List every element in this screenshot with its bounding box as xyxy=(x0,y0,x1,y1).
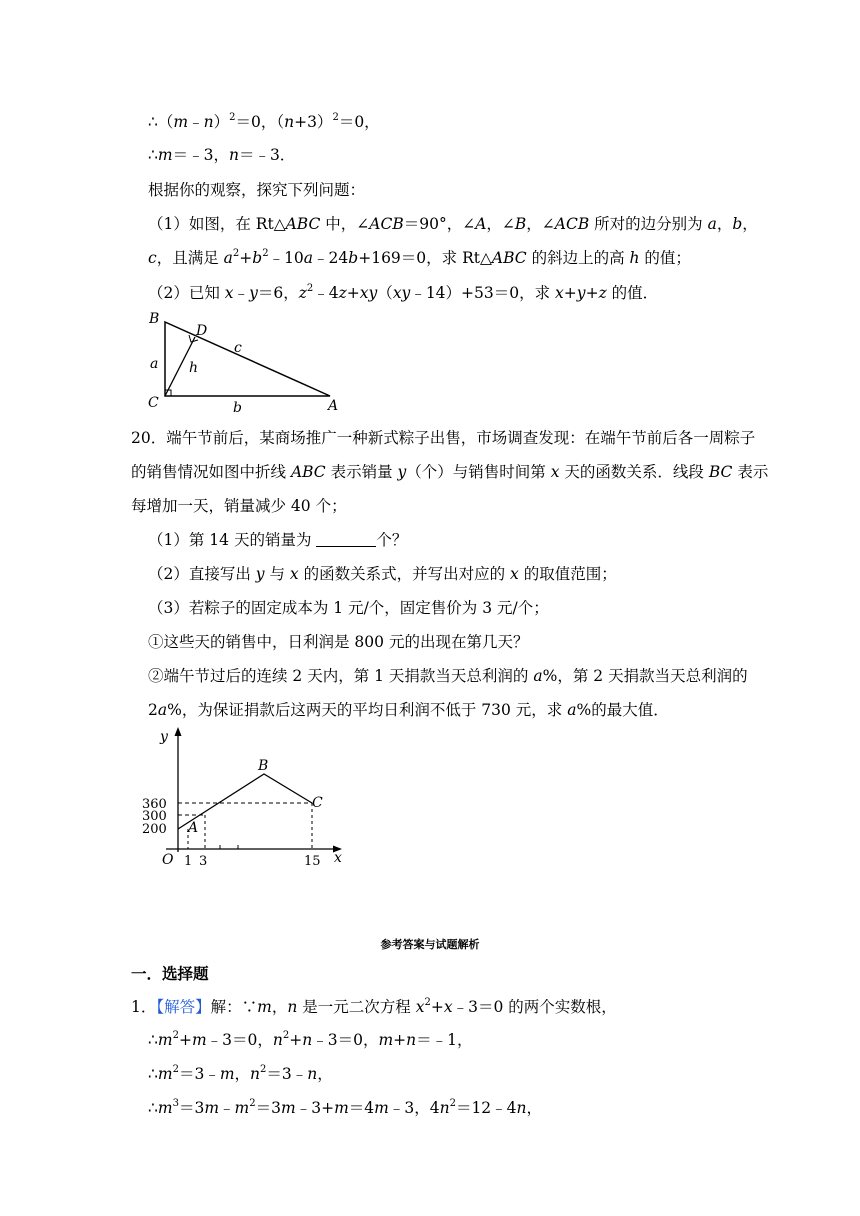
vertex-b-label: B xyxy=(149,311,160,327)
x-tick-label: 3 xyxy=(199,854,208,869)
q20-text-line: ②端午节过后的连续 2 天内，第 1 天捐款当天总利润的 a%，第 2 天捐款当天总利润的 xyxy=(148,667,748,685)
point-c-label: C xyxy=(312,795,323,811)
altitude-h-label: h xyxy=(189,360,199,376)
answer-blank xyxy=(316,532,376,547)
x-tick-label: 1 xyxy=(184,854,193,869)
answer-tag: 【解答】 xyxy=(156,998,211,1016)
answer-line: 1．【解答】解：∵m，n 是一元二次方程 $x^2+x﹣3=0$ 的两个实数根， xyxy=(131,997,617,1016)
answer-line: $\therefore m^2=3﹣m$，$n^2=3﹣n$， xyxy=(148,1064,333,1083)
q20-text-line: （2）直接写出 y 与 x 的函数关系式，并写出对应的 x 的取值范围； xyxy=(148,565,617,583)
text-line: ∴m＝﹣3，n＝﹣3． xyxy=(148,146,296,164)
side-a-label: a xyxy=(150,356,159,372)
text-line: c，且满足 $a^2+b^2﹣10a﹣24b+169=0$，求 Rt△ABC 的斜边上的高 h 的值； xyxy=(148,248,691,267)
triangle-figure xyxy=(140,306,360,418)
side-c-label: c xyxy=(234,340,242,356)
q20-text-line: （3）若粽子的固定成本为 1 元/个，固定售价为 3 元/个； xyxy=(148,599,549,617)
q20-text-line: 的销售情况如图中折线 ABC 表示销量 y（个）与销售时间第 x 天的函数关系．线段 BC 表示 xyxy=(131,463,769,481)
y-tick-label: 200 xyxy=(142,822,167,837)
answer-title: 参考答案与试题解析 xyxy=(380,938,480,951)
q20-text-line: （1）第 14 天的销量为 个？ xyxy=(148,531,408,549)
origin-label: O xyxy=(162,852,174,868)
side-b-label: b xyxy=(233,400,242,416)
answer-line: $\therefore m^3=3m﹣m^2=3m﹣3+m=4m﹣3$，$4n^2=12﹣4n$， xyxy=(148,1098,543,1117)
y-tick-label: 360 xyxy=(142,797,167,812)
answer-line: $\therefore m^2+m﹣3=0$，$n^2+n﹣3=0$，m+n＝﹣1， xyxy=(148,1030,473,1049)
q20-text-line: ①这些天的销售中，日利润是 800 元的出现在第几天？ xyxy=(148,633,529,651)
x-axis-label: x xyxy=(334,850,342,866)
point-b-label: B xyxy=(258,758,269,774)
function-graph xyxy=(140,724,360,872)
y-axis-arrow-icon xyxy=(175,727,182,736)
point-a-label: A xyxy=(188,820,199,836)
text-line: ∴（m﹣n）$^2$＝0，$(n+3)^2=0$， xyxy=(148,112,380,131)
q20-text-line: 每增加一天，销量减少 40 个； xyxy=(131,497,347,515)
q20-text-line: 20．端午节前后，某商场推广一种新式粽子出售，市场调查发现：在端午节前后各一周粽子 xyxy=(131,429,756,447)
point-d-label: D xyxy=(196,323,208,339)
vertex-c-label: C xyxy=(148,395,159,411)
triangle-abc xyxy=(165,322,330,396)
text-line: 根据你的观察，探究下列问题： xyxy=(148,181,366,199)
vertex-a-label: A xyxy=(328,398,339,414)
x-tick-label: 15 xyxy=(304,854,321,869)
text-line: （2）已知 x﹣y＝6，$z^2﹣4z+xy(xy﹣14)+53=0$，求 x+y+z 的值． xyxy=(148,283,659,302)
y-tick-label: 300 xyxy=(142,809,167,824)
section-heading: 一．选择题 xyxy=(131,965,209,983)
q20-text-line: 2a%，为保证捐款后这两天的平均日利润不低于 730 元，求 a%的最大值． xyxy=(148,701,669,719)
text-line: （1）如图，在 Rt△ABC 中，∠ACB＝90°，∠A，∠B，∠ACB 所对的边分别为 a，b， xyxy=(148,215,758,233)
y-axis-label: y xyxy=(160,729,168,745)
